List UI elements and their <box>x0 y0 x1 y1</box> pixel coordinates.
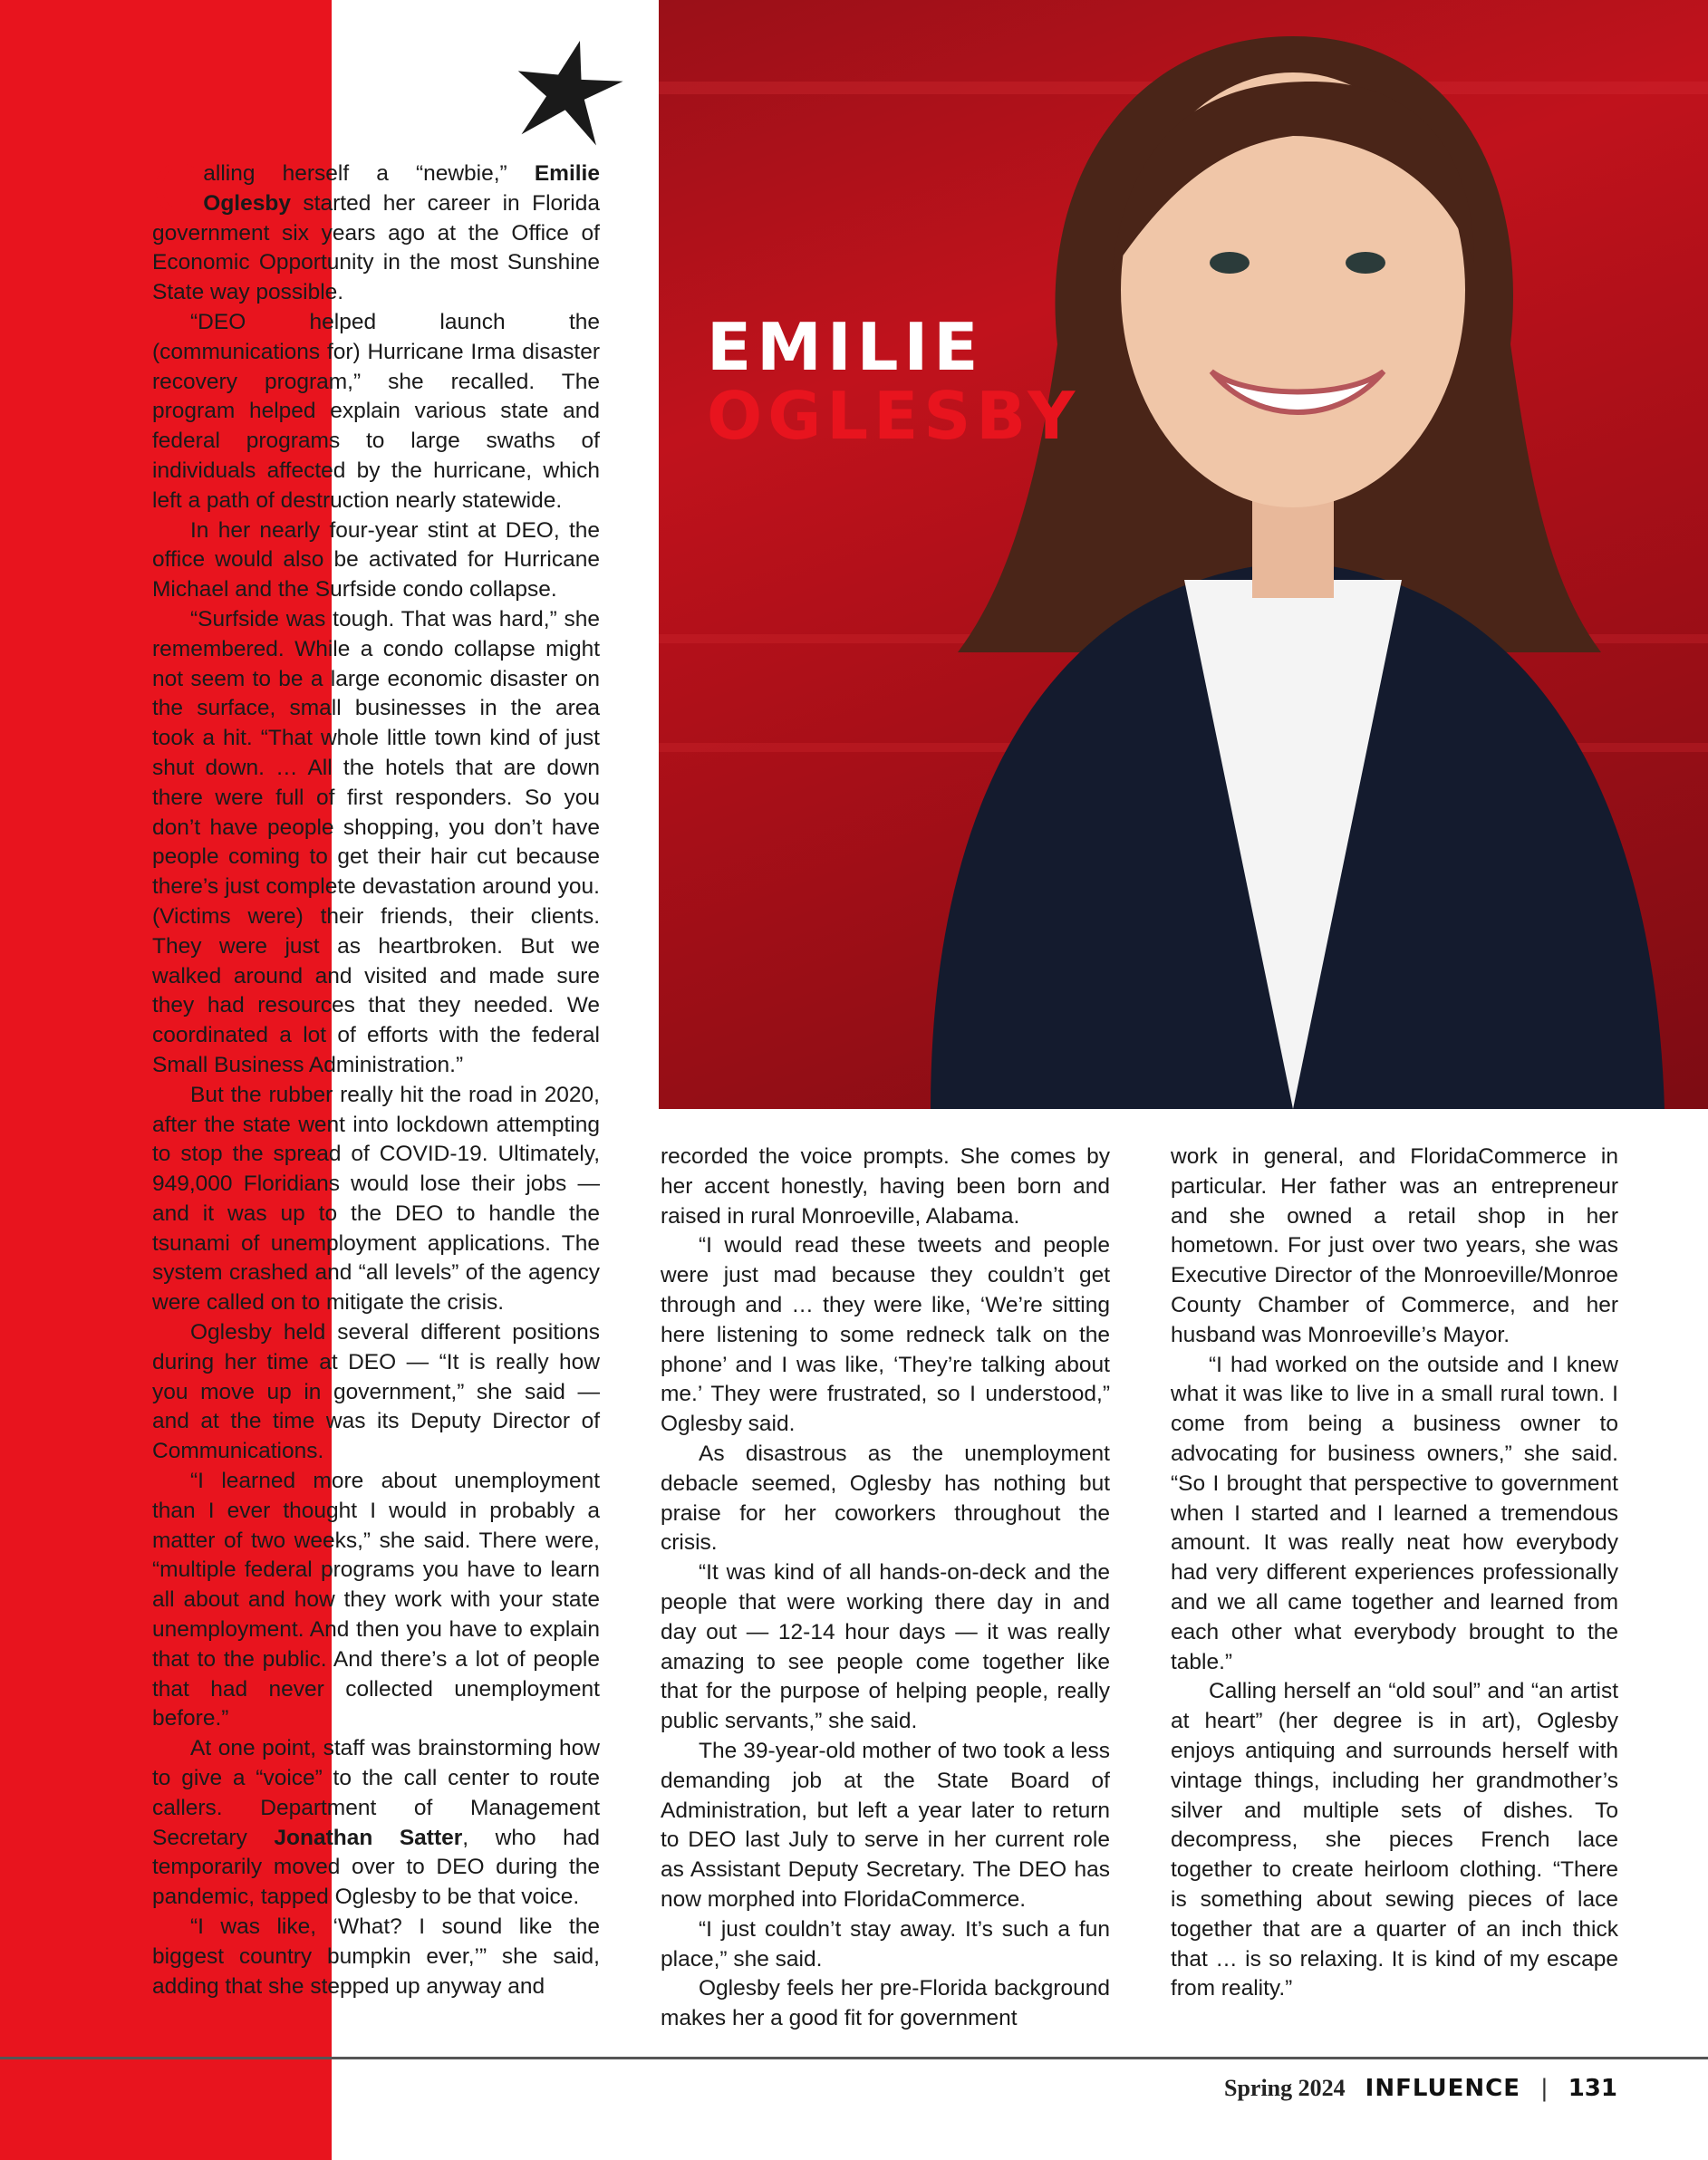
paragraph: Oglesby held several different positions during her time at DEO — “It is really how you move up in government,” she said — and at the time was its Deputy Director of Communications. <box>152 1320 600 1464</box>
magazine-name: INFLUENCE <box>1365 2075 1520 2102</box>
title-last-name: OGLESBY <box>707 378 1081 454</box>
paragraph: recorded the voice prompts. She comes by her accent honestly, having been born and raised in rural Monroeville, Alabama. <box>661 1144 1110 1229</box>
text-run: At one point, staff was brainstorming how to give a “voice” to the call center to route callers. Department of Management Secretary <box>152 1736 600 1850</box>
text-run: , who had temporarily moved over to DEO during the pandemic, tapped Oglesby to be that voice. <box>152 1825 600 1910</box>
paragraph: work in general, and FloridaCommerce in particular. Her father was an entrepreneur and she owned a retail shop in her hometown. For just over two years, she was Executive Director of the Monroeville/Monroe County Chamber of Commerce, and her husband was Monroeville’s Mayor. <box>1171 1144 1618 1347</box>
page-number: 131 <box>1568 2075 1617 2102</box>
paragraph: As disastrous as the unemployment debacle seemed, Oglesby has nothing but praise for her coworkers throughout the crisis. <box>661 1441 1110 1556</box>
person-name: Emilie Oglesby <box>203 161 600 216</box>
paragraph: Oglesby feels her pre-Florida background makes her a good fit for government <box>661 1976 1110 2031</box>
paragraph: “DEO helped launch the (communications for) Hurricane Irma disaster recovery program,” she recalled. The program helped explain various state and federal programs to large swaths of individuals affected by the hurricane, which left a path of destruction nearly statewide. <box>152 309 600 513</box>
text-column-1 <box>152 151 600 2001</box>
paragraph <box>152 1734 600 1913</box>
text-column-2 <box>661 1143 1110 2034</box>
paragraph: “Surfside was tough. That was hard,” she remembered. While a condo collapse might not seem to be a large economic disaster on the surface, small businesses in the area took a hit. “That whole little town kind of just shut down. … All the hotels that are down there were full of first responders. So you don’t have people shopping, you don’t have people coming to get their hair cut because there’s just complete devastation around you. (Victims were) their friends, their clients. They were just as heartbroken. But we walked around and visited and made sure they had resources that they needed. We coordinated a lot of efforts with the federal Small Business Administration.” <box>152 606 600 1077</box>
portrait-photo <box>659 0 1708 1109</box>
paragraph: “I learned more about unemployment than I ever thought I would in probably a matter of two weeks,” she said. There were, “multiple federal programs you have to learn all about and how they work with your state unemployment. And then you have to explain that to the public. And there’s a lot of people that had never collected unemployment before.” <box>152 1469 600 1731</box>
paragraph: “I would read these tweets and people were just mad because they couldn’t get through and … they were like, ‘We’re sitting here listening to some redneck talk on the phone’ and I was like, ‘They’re talking about me.’ They were frustrated, so I understood,” Oglesby said. <box>661 1233 1110 1437</box>
paragraph: “I had worked on the outside and I knew what it was like to live in a small rural town. I come from being a business owner to advocating for business owners,” she said. “So I brought that perspective to government when I started and I learned a tremendous amount. It was really neat how everybody had very different experiences professionally and we all came together and learned from each other what everybody brought to the table.” <box>1171 1352 1618 1674</box>
paragraph <box>152 151 600 308</box>
paragraph: The 39-year-old mother of two took a less demanding job at the State Board of Administration, but left a year later to return to DEO last July to serve in her current role as Assistant Deputy Secretary. The DEO has now morphed into FloridaCommerce. <box>661 1738 1110 1912</box>
footer-separator: | <box>1539 2075 1549 2102</box>
star-icon <box>507 34 625 152</box>
paragraph: In her nearly four-year stint at DEO, the office would also be activated for Hurricane Michael and the Surfside condo collapse. <box>152 517 600 603</box>
drop-cap: C <box>152 151 198 227</box>
footer-divider <box>0 2057 1708 2059</box>
paragraph: “I just couldn’t stay away. It’s such a fun place,” she said. <box>661 1916 1110 1972</box>
text-run: alling herself a “newbie,” <box>203 161 535 186</box>
paragraph: But the rubber really hit the road in 2020, after the state went into lockdown attempting to stop the spread of COVID-19. Ultimately, 949,000 Floridians would lose their jobs — and it was up to the DEO to handle the tsunami of unemployment applications. The system crashed and “all levels” of the agency were called on to mitigate the crisis. <box>152 1082 600 1316</box>
page-footer <box>1224 2075 1617 2102</box>
paragraph: “It was kind of all hands-on-deck and the people that were working there day in and day out — 12-14 hour days — it was really amazing to see people come together like that for the purpose of helping people, really public servants,” she said. <box>661 1560 1110 1734</box>
person-name: Jonathan Satter <box>274 1825 463 1850</box>
title-first-name: EMILIE <box>707 309 984 385</box>
paragraph: Calling herself an “old soul” and “an artist at heart” (her degree is in art), Oglesby enjoys antiquing and surrounds herself with vintage things, including her grandmother’s silver and multiple sets of dishes. To decompress, she pieces French lace together to create heirloom clothing. “There is something about sewing pieces of lace together that are a quarter of an inch thick that … is so relaxing. It is kind of my escape from reality.” <box>1171 1679 1618 2001</box>
text-column-3 <box>1171 1143 1618 2004</box>
issue-season: Spring 2024 <box>1223 2075 1346 2101</box>
paragraph: “I was like, ‘What? I sound like the biggest country bumpkin ever,’” she said, adding that she stepped up anyway and <box>152 1914 600 1999</box>
article-title <box>707 309 1081 454</box>
text-run: started her career in Florida government six years ago at the Office of Economic Opportunity in the most Sunshine State way possible. <box>152 190 600 305</box>
